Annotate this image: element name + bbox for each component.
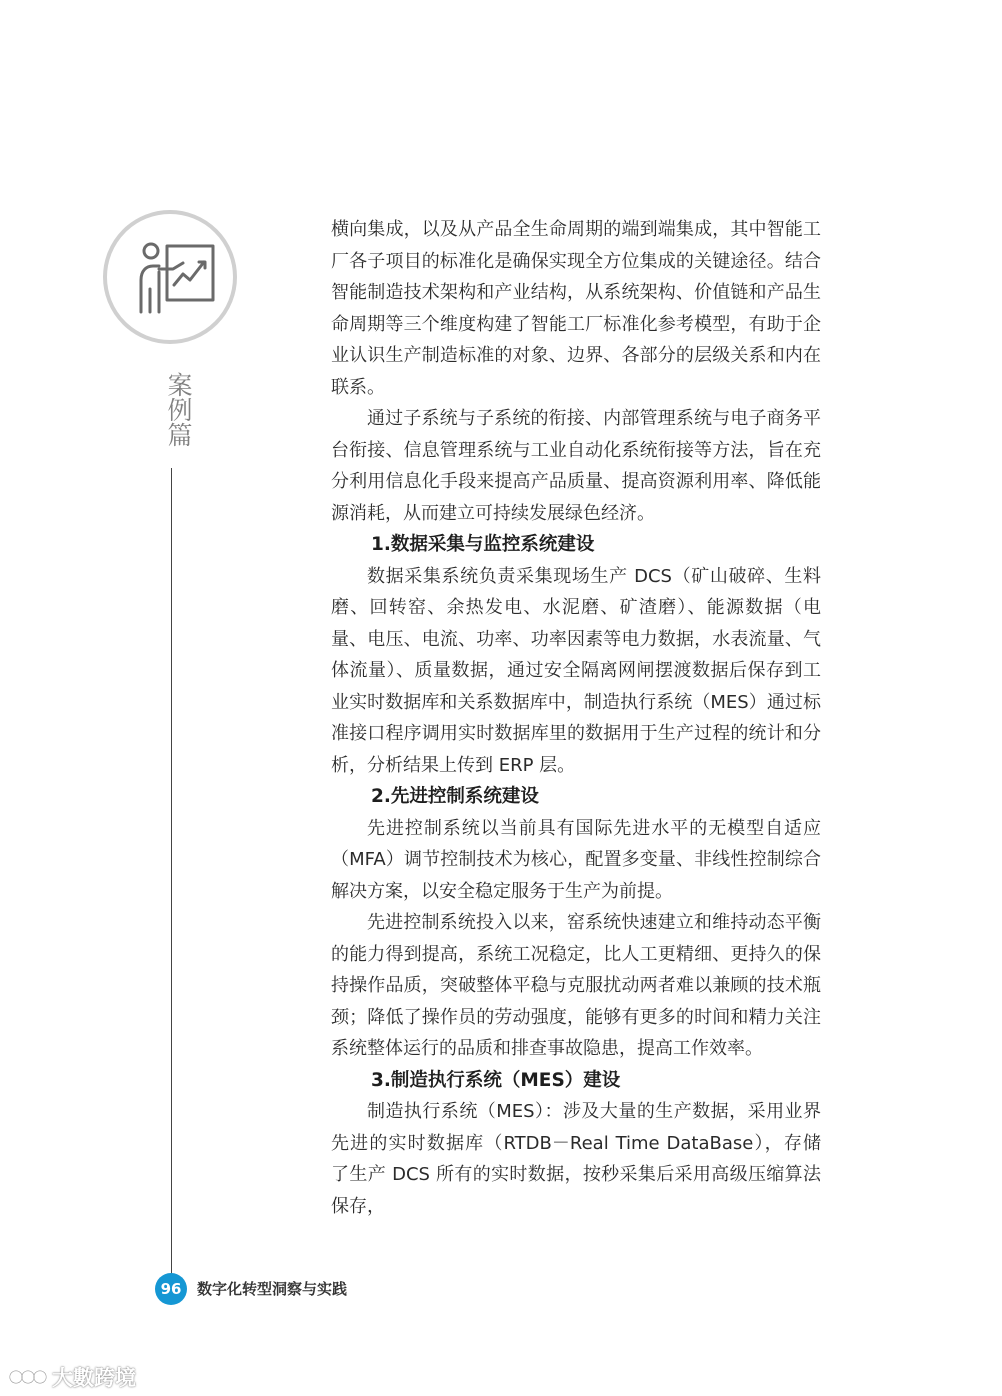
section-label: 案例篇 <box>164 372 193 447</box>
section-heading: 3.制造执行系统（MES）建设 <box>371 1069 621 1091</box>
paragraph: 横向集成，以及从产品全生命周期的端到端集成，其中智能工厂各子项目的标准化是确保实现全方位集成的关键途径。结合智能制造技术架构和产业结构，从系统架构、价值链和产品生命周期等三个维度构建了智能工厂标准化参考模型，有助于企业认识生产制造标准的对象、边界、各部分的层级关系和内在联系。 <box>331 219 821 398</box>
watermark <box>8 1362 136 1392</box>
paragraph: 先进控制系统以当前具有国际先进水平的无模型自适应（MFA）调节控制技术为核心，配置多变量、非线性控制综合解决方案，以安全稳定服务于生产为前提。 <box>331 817 821 902</box>
paragraph: 通过子系统与子系统的衔接、内部管理系统与电子商务平台衔接、信息管理系统与工业自动化系统衔接等方法，旨在充分利用信息化手段来提高产品质量、提高资源利用率、降低能源消耗，从而建立可持续发展绿色经济。 <box>331 408 821 524</box>
presenter-chart-icon <box>107 214 233 340</box>
paragraph: 制造执行系统（MES）：涉及大量的生产数据，采用业界先进的实时数据库（RTDB－Real Time DataBase），存储了生产 DCS 所有的实时数据，按秒采集后采用高级压缩算法保存， <box>331 1101 821 1217</box>
watermark-text: 大數跨境 <box>52 1366 136 1390</box>
watermark-logo-icon <box>8 1366 48 1388</box>
section-heading: 2.先进控制系统建设 <box>371 786 539 807</box>
presentation-icon-badge <box>103 210 237 344</box>
book-title: 数字化转型洞察与实践 <box>197 1280 348 1298</box>
page-number-badge: 96 <box>155 1273 187 1305</box>
paragraph: 先进控制系统投入以来，窑系统快速建立和维持动态平衡的能力得到提高，系统工况稳定，比人工更精细、更持久的保持操作品质，突破整体平稳与克服扰动两者难以兼顾的技术瓶颈；降低了操作员的劳动强度，能够有更多的时间和精力关注系统整体运行的品质和排查事故隐患，提高工作效率。 <box>331 912 821 1059</box>
section-heading: 1.数据采集与监控系统建设 <box>371 534 595 555</box>
paragraph: 数据采集系统负责采集现场生产 DCS（矿山破碎、生料磨、回转窑、余热发电、水泥磨、矿渣磨）、能源数据（电量、电压、电流、功率、功率因素等电力数据，水表流量、气体流量）、质量数据，通过安全隔离网闸摆渡数据后保存到工业实时数据库和关系数据库中，制造执行系统（MES）通过标准接口程序调用实时数据库里的数据用于生产过程的统计和分析，分析结果上传到 ERP 层。 <box>331 565 821 776</box>
vertical-divider <box>171 468 172 1276</box>
body-text <box>331 214 821 1222</box>
